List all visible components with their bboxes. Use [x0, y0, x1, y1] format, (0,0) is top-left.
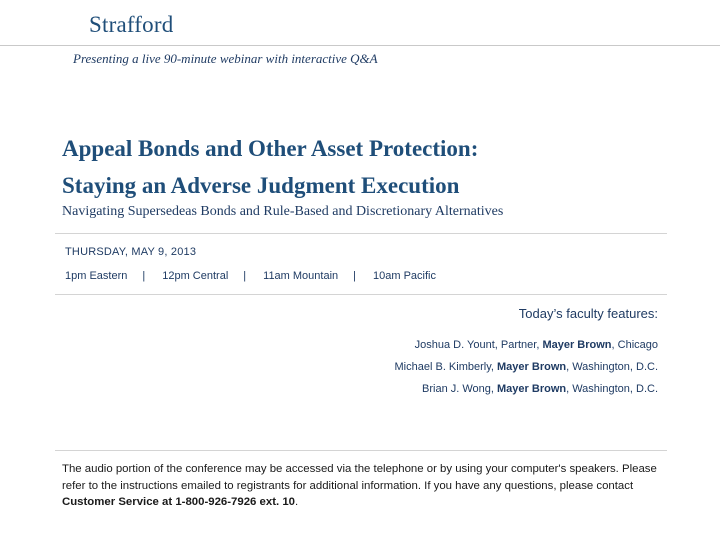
webinar-subtitle: Navigating Supersedeas Bonds and Rule-Based and Discretionary Alternatives — [62, 204, 504, 219]
time-zones — [65, 270, 436, 282]
time-pacific: 10am Pacific — [373, 270, 436, 282]
faculty-name: Joshua D. Yount, Partner, — [414, 339, 543, 351]
footer-end: . — [295, 496, 299, 508]
faculty-location: , Washington, D.C. — [566, 383, 658, 395]
faculty-heading: Today’s faculty features: — [518, 306, 658, 321]
faculty-member — [395, 334, 658, 356]
webinar-title — [62, 130, 682, 204]
faculty-firm: Mayer Brown — [497, 361, 567, 373]
faculty-name: Brian J. Wong, — [422, 383, 498, 395]
faculty-list — [395, 334, 658, 400]
webinar-date: THURSDAY, MAY 9, 2013 — [65, 246, 197, 258]
title-line-1: Appeal Bonds and Other Asset Protection: — [62, 136, 479, 161]
faculty-member — [395, 378, 658, 400]
time-separator: | — [142, 270, 146, 282]
faculty-location: , Chicago — [611, 339, 658, 351]
time-separator: | — [243, 270, 247, 282]
divider-bottom — [55, 450, 667, 451]
time-mountain: 11am Mountain — [263, 270, 339, 282]
audio-instructions — [62, 461, 662, 511]
customer-service-contact: Customer Service at 1-800-926-7926 ext. 10 — [62, 496, 296, 508]
header-divider — [0, 45, 720, 46]
faculty-firm: Mayer Brown — [497, 383, 567, 395]
strafford-logo: Strafford — [89, 12, 174, 37]
divider-middle — [55, 294, 667, 295]
faculty-member — [395, 356, 658, 378]
time-eastern: 1pm Eastern — [65, 270, 128, 282]
time-separator: | — [353, 270, 357, 282]
divider-top — [55, 233, 667, 234]
tagline: Presenting a live 90-minute webinar with interactive Q&A — [73, 51, 378, 66]
faculty-name: Michael B. Kimberly, — [394, 361, 498, 373]
time-central: 12pm Central — [162, 270, 229, 282]
footer-text: The audio portion of the conference may be accessed via the telephone or by using your computer's speakers. Please refer to the instructions emailed to registrants for additional information. If you have any questions, please contact — [62, 463, 657, 492]
faculty-location: , Washington, D.C. — [566, 361, 658, 373]
title-line-2: Staying an Adverse Judgment Execution — [62, 173, 460, 198]
faculty-firm: Mayer Brown — [542, 339, 612, 351]
